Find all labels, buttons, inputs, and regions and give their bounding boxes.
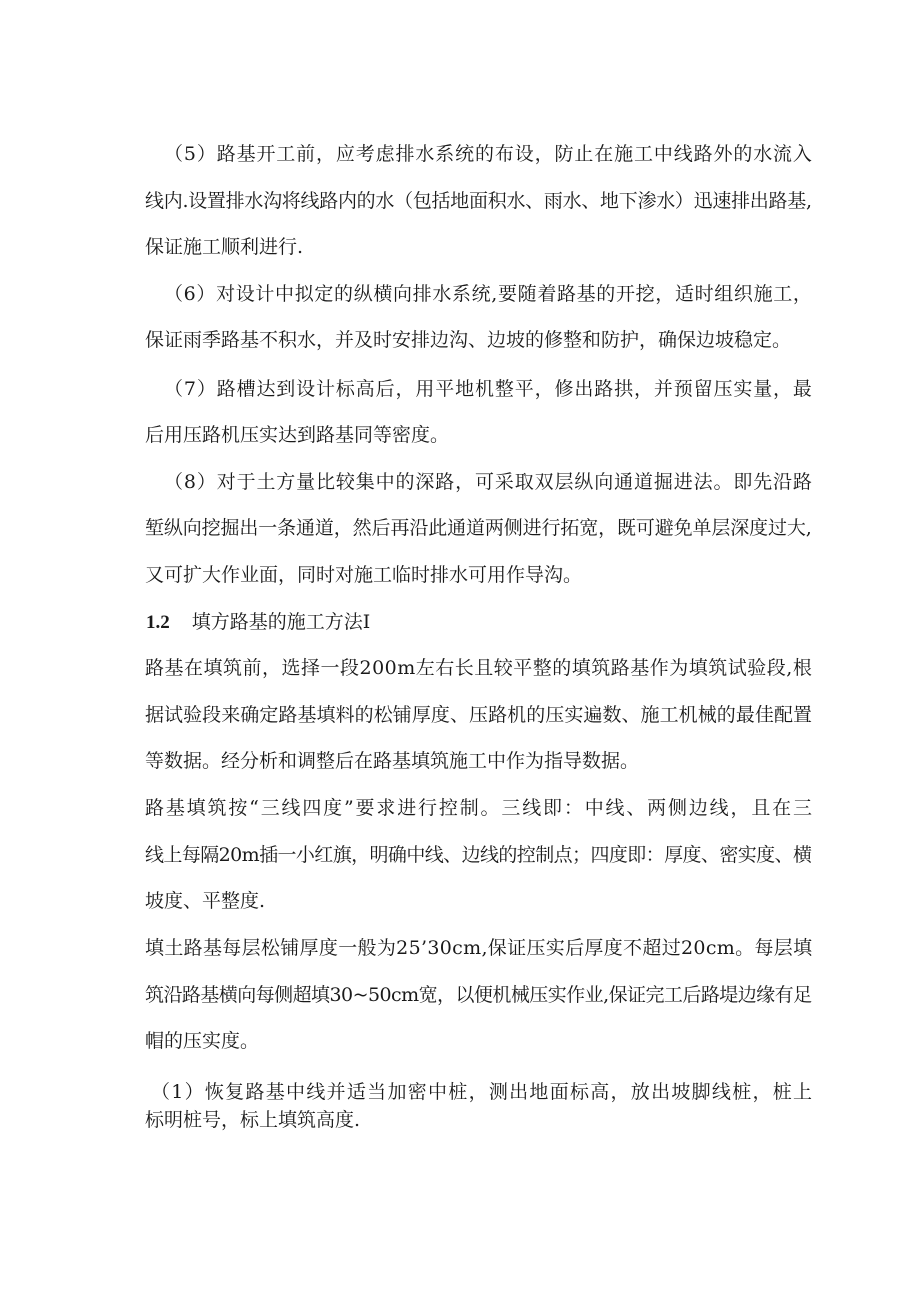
body-paragraph-2-line-3: 坡度、平整度. bbox=[145, 890, 266, 912]
paragraph-5-line-3: 保证施工顺利进行. bbox=[145, 236, 304, 258]
paragraph-7-line-1: （7）路槽达到设计标高后，用平地机整平，修出路拱，并预留压实量，最 bbox=[164, 378, 813, 400]
body-paragraph-2-line-2: 线上每隔20m插一小红旗，明确中线、边线的控制点；四度即：厚度、密实度、横 bbox=[145, 844, 812, 866]
body-paragraph-1-line-1: 路基在填筑前，选择一段200m左右长且较平整的填筑路基作为填筑试验段,根 bbox=[145, 657, 813, 679]
paragraph-5-line-1: （5）路基开工前，应考虑排水系统的布设，防止在施工中线路外的水流入 bbox=[164, 143, 813, 165]
body-paragraph-3-line-3: 帽的压实度。 bbox=[145, 1030, 260, 1052]
paragraph-8-line-1: （8）对于土方量比较集中的深路，可采取双层纵向通道掘进法。即先沿路 bbox=[164, 471, 813, 493]
paragraph-item-1-line-2: 标明桩号，标上填筑高度. bbox=[145, 1109, 361, 1131]
body-paragraph-2-line-1: 路基填筑按“三线四度”要求进行控制。三线即：中线、两侧边线，且在三 bbox=[145, 797, 814, 819]
section-number: 1.2 bbox=[146, 612, 170, 633]
section-heading bbox=[146, 610, 370, 635]
paragraph-item-1-line-1: （1）恢复路基中线并适当加密中桩，测出地面标高，放出坡脚线桩，桩上 bbox=[151, 1081, 814, 1103]
body-paragraph-3-line-2: 筑沿路基横向每侧超填30~50cm宽，以便机械压实作业,保证完工后路堤边缘有足 bbox=[145, 984, 812, 1006]
paragraph-8-line-2: 堑纵向挖掘出一条通道，然后再沿此通道两侧进行拓宽，既可避免单层深度过大, bbox=[145, 517, 812, 539]
paragraph-6-line-2: 保证雨季路基不积水，并及时安排边沟、边坡的修整和防护，确保边坡稳定。 bbox=[145, 329, 792, 351]
paragraph-5-line-2: 线内.设置排水沟将线路内的水（包括地面积水、雨水、地下渗水）迅速排出路基, bbox=[145, 190, 812, 212]
body-paragraph-1-line-2: 据试验段来确定路基填料的松铺厚度、压路机的压实遍数、施工机械的最佳配置 bbox=[145, 704, 813, 726]
body-paragraph-1-line-3: 等数据。经分析和调整后在路基填筑施工中作为指导数据。 bbox=[145, 750, 640, 772]
paragraph-6-line-1: （6）对设计中拟定的纵横向排水系统,要随着路基的开挖，适时组织施工， bbox=[164, 283, 813, 305]
paragraph-8-line-3: 又可扩大作业面，同时对施工临时排水可用作导沟。 bbox=[145, 564, 583, 586]
paragraph-7-line-2: 后用压路机压实达到路基同等密度。 bbox=[145, 424, 450, 446]
body-paragraph-3-line-1: 填土路基每层松铺厚度一般为25’30cm,保证压实后厚度不超过20cm。每层填 bbox=[145, 937, 813, 959]
section-title: 填方路基的施工方法I bbox=[191, 611, 371, 633]
